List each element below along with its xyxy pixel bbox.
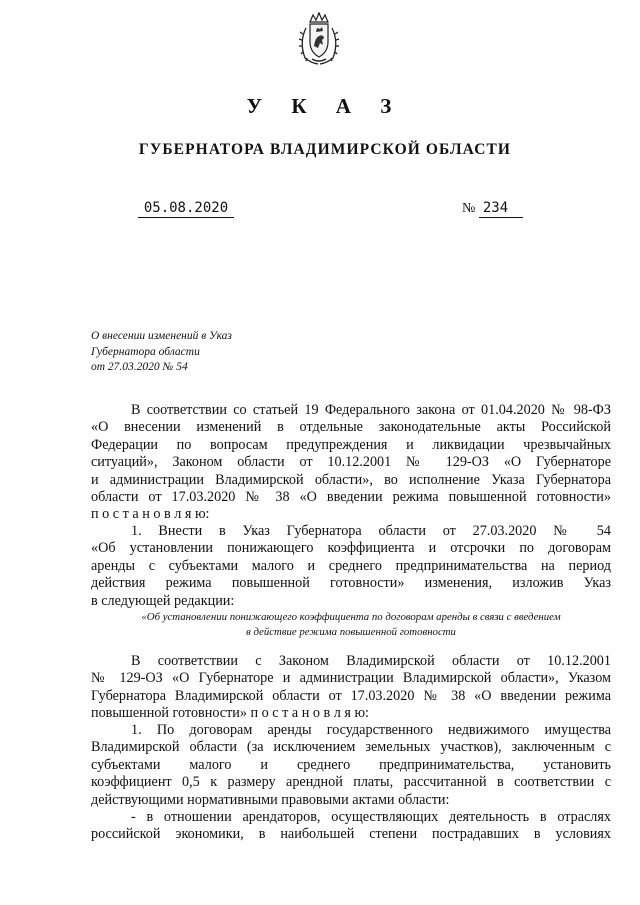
text-line: п о с т а н о в л я ю: [91, 506, 210, 523]
text-line: в следующей редакции: [91, 592, 235, 609]
text-line: российской экономики, в наибольшей степени пострадавших в условиях [91, 826, 611, 843]
coat-of-arms-icon [296, 12, 342, 66]
document-type-title: У К А З [246, 94, 404, 118]
text-line: коэффициент 0,5 к размеру арендной платы, рассчитанной в соответствии с [91, 774, 611, 791]
text-line: и администрации Владимирской области», во исполнение Указа Губернатора [91, 471, 611, 488]
subject-line: Губернатора области [91, 345, 200, 358]
text-line: действующими нормативными правовыми актами области: [91, 791, 450, 808]
text-line: «Об установлении понижающего коэффициента и отсрочки по договорам [91, 540, 611, 557]
text-line: Владимирской области (за исключением земельных участков), заключенным с [91, 739, 611, 756]
subject-line: О внесении изменений в Указ [91, 330, 232, 342]
text-line: Губернатора Владимирской области от 17.03.2020 № 38 «О введении режима [91, 687, 611, 704]
text-line: аренды с субъектами малого и среднего предпринимательства на период [91, 557, 611, 574]
quote-line: «Об установлении понижающего коэффициента по договорам аренды в связи с введением [141, 611, 561, 623]
text-line: повышенной готовности» п о с т а н о в л я ю: [91, 705, 369, 722]
preamble-paragraph [91, 402, 611, 524]
subject-line: от 27.03.2020 № 54 [91, 361, 188, 373]
text-line: 1. По договорам аренды государственного недвижимого имущества [131, 722, 611, 738]
text-line: «О внесении изменений в отдельные законодательные акты Российской [91, 419, 611, 436]
text-line: № 129-ОЗ «О Губернаторе и администрации Владимирской области», Указом [91, 670, 611, 687]
document-subject [91, 329, 311, 376]
number-prefix: № [462, 201, 476, 216]
new-point-1-paragraph [91, 722, 611, 844]
text-line: субъектами малого и среднего предпринимательства, установить [91, 756, 611, 773]
text-line: 1. Внести в Указ Губернатора области от 27.03.2020 № 54 [131, 523, 611, 539]
text-line: области от 17.03.2020 № 38 «О введении режима повышенной готовности» [91, 489, 611, 506]
number-value: 234 [479, 199, 523, 218]
text-line: В соответствии с Законом Владимирской области от 10.12.2001 [131, 653, 611, 669]
new-preamble-paragraph [91, 653, 611, 723]
text-line: ситуаций», Законом области от 10.12.2001 № 129-ОЗ «О Губернаторе [91, 454, 611, 471]
text-line: действия режима повышенной готовности» изменения, изложив Указ [91, 575, 611, 592]
text-line: Федерации по вопросам предупреждения и ликвидации чрезвычайных [91, 436, 611, 453]
text-line: - в отношении арендаторов, осуществляющих деятельность в отраслях [131, 809, 611, 826]
point-1-paragraph [91, 523, 611, 610]
issuer-title: ГУБЕРНАТОРА ВЛАДИМИРСКОЙ ОБЛАСТИ [138, 141, 512, 158]
document-date: 05.08.2020 [138, 199, 234, 218]
text-line: В соответствии со статьей 19 Федерального закона от 01.04.2020 № 98-ФЗ [131, 402, 611, 418]
document-number [462, 199, 523, 218]
quote-line: в действие режима повышенной готовности [246, 626, 456, 638]
quoted-title [91, 610, 611, 640]
